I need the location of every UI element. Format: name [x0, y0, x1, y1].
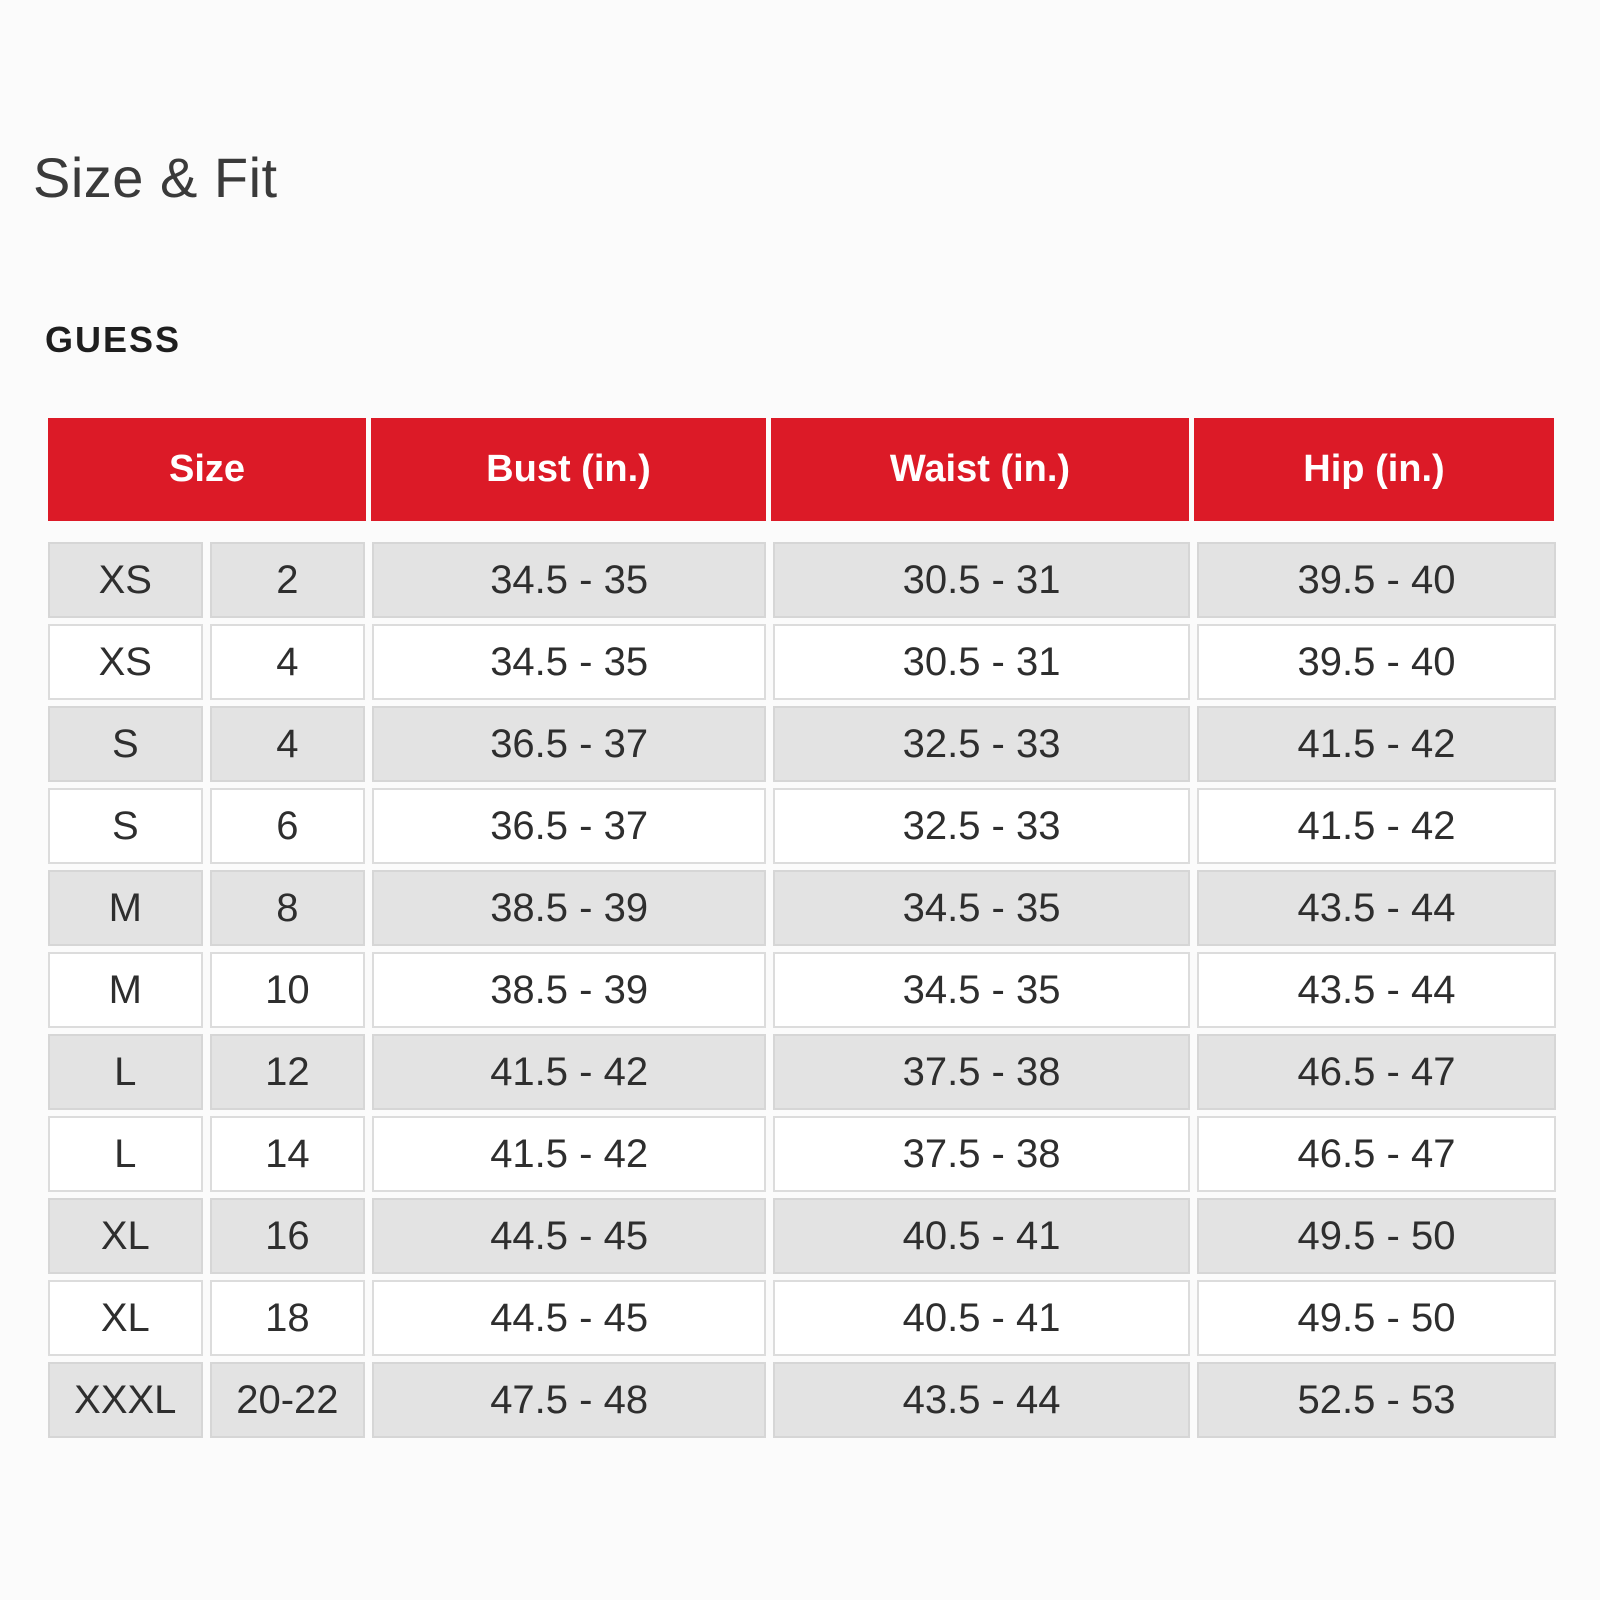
- cell-hip: 43.5 - 44: [1197, 870, 1556, 946]
- cell-bust: 34.5 - 35: [372, 542, 766, 618]
- cell-hip: 39.5 - 40: [1197, 542, 1556, 618]
- table-row: [48, 870, 1556, 946]
- cell-hip: 49.5 - 50: [1197, 1198, 1556, 1274]
- cell-size-number: 18: [210, 1280, 366, 1356]
- cell-waist: 40.5 - 41: [773, 1198, 1190, 1274]
- cell-waist: 40.5 - 41: [773, 1280, 1190, 1356]
- cell-size-number: 2: [210, 542, 366, 618]
- cell-size-number: 16: [210, 1198, 366, 1274]
- size-chart-table: [48, 418, 1556, 1444]
- cell-size-letter: M: [48, 952, 203, 1028]
- cell-hip: 41.5 - 42: [1197, 788, 1556, 864]
- cell-bust: 41.5 - 42: [372, 1034, 766, 1110]
- cell-bust: 44.5 - 45: [372, 1198, 766, 1274]
- cell-waist: 34.5 - 35: [773, 870, 1190, 946]
- cell-size-letter: XS: [48, 624, 203, 700]
- cell-bust: 38.5 - 39: [372, 870, 766, 946]
- page-title: Size & Fit: [33, 146, 278, 209]
- cell-size-number: 14: [210, 1116, 366, 1192]
- cell-size-letter: XL: [48, 1198, 203, 1274]
- brand-label: GUESS: [45, 319, 182, 360]
- table-row: [48, 1362, 1556, 1438]
- cell-size-number: 6: [210, 788, 366, 864]
- cell-size-letter: XL: [48, 1280, 203, 1356]
- cell-bust: 41.5 - 42: [372, 1116, 766, 1192]
- cell-hip: 46.5 - 47: [1197, 1116, 1556, 1192]
- cell-size-number: 4: [210, 706, 366, 782]
- header-size: Size: [48, 418, 366, 521]
- cell-waist: 30.5 - 31: [773, 624, 1190, 700]
- cell-bust: 47.5 - 48: [372, 1362, 766, 1438]
- cell-size-number: 20-22: [210, 1362, 366, 1438]
- cell-waist: 34.5 - 35: [773, 952, 1190, 1028]
- table-row: [48, 624, 1556, 700]
- cell-hip: 49.5 - 50: [1197, 1280, 1556, 1356]
- table-row: [48, 1280, 1556, 1356]
- table-row: [48, 542, 1556, 618]
- cell-hip: 41.5 - 42: [1197, 706, 1556, 782]
- cell-waist: 37.5 - 38: [773, 1116, 1190, 1192]
- cell-size-number: 12: [210, 1034, 366, 1110]
- table-row: [48, 952, 1556, 1028]
- cell-size-letter: L: [48, 1034, 203, 1110]
- header-waist: Waist (in.): [771, 418, 1189, 521]
- cell-bust: 38.5 - 39: [372, 952, 766, 1028]
- cell-bust: 36.5 - 37: [372, 706, 766, 782]
- table-row: [48, 1198, 1556, 1274]
- cell-waist: 37.5 - 38: [773, 1034, 1190, 1110]
- table-row: [48, 1034, 1556, 1110]
- table-row: [48, 1116, 1556, 1192]
- cell-size-letter: L: [48, 1116, 203, 1192]
- cell-size-number: 4: [210, 624, 366, 700]
- header-hip: Hip (in.): [1194, 418, 1554, 521]
- cell-bust: 36.5 - 37: [372, 788, 766, 864]
- cell-waist: 43.5 - 44: [773, 1362, 1190, 1438]
- cell-size-number: 8: [210, 870, 366, 946]
- cell-size-number: 10: [210, 952, 366, 1028]
- cell-hip: 46.5 - 47: [1197, 1034, 1556, 1110]
- table-row: [48, 788, 1556, 864]
- cell-waist: 30.5 - 31: [773, 542, 1190, 618]
- cell-size-letter: S: [48, 706, 203, 782]
- cell-hip: 39.5 - 40: [1197, 624, 1556, 700]
- cell-size-letter: XS: [48, 542, 203, 618]
- cell-hip: 52.5 - 53: [1197, 1362, 1556, 1438]
- table-row: [48, 706, 1556, 782]
- cell-bust: 44.5 - 45: [372, 1280, 766, 1356]
- cell-waist: 32.5 - 33: [773, 788, 1190, 864]
- cell-size-letter: S: [48, 788, 203, 864]
- cell-bust: 34.5 - 35: [372, 624, 766, 700]
- cell-hip: 43.5 - 44: [1197, 952, 1556, 1028]
- cell-waist: 32.5 - 33: [773, 706, 1190, 782]
- cell-size-letter: M: [48, 870, 203, 946]
- cell-size-letter: XXXL: [48, 1362, 203, 1438]
- header-bust: Bust (in.): [371, 418, 766, 521]
- table-header-row: [48, 418, 1556, 521]
